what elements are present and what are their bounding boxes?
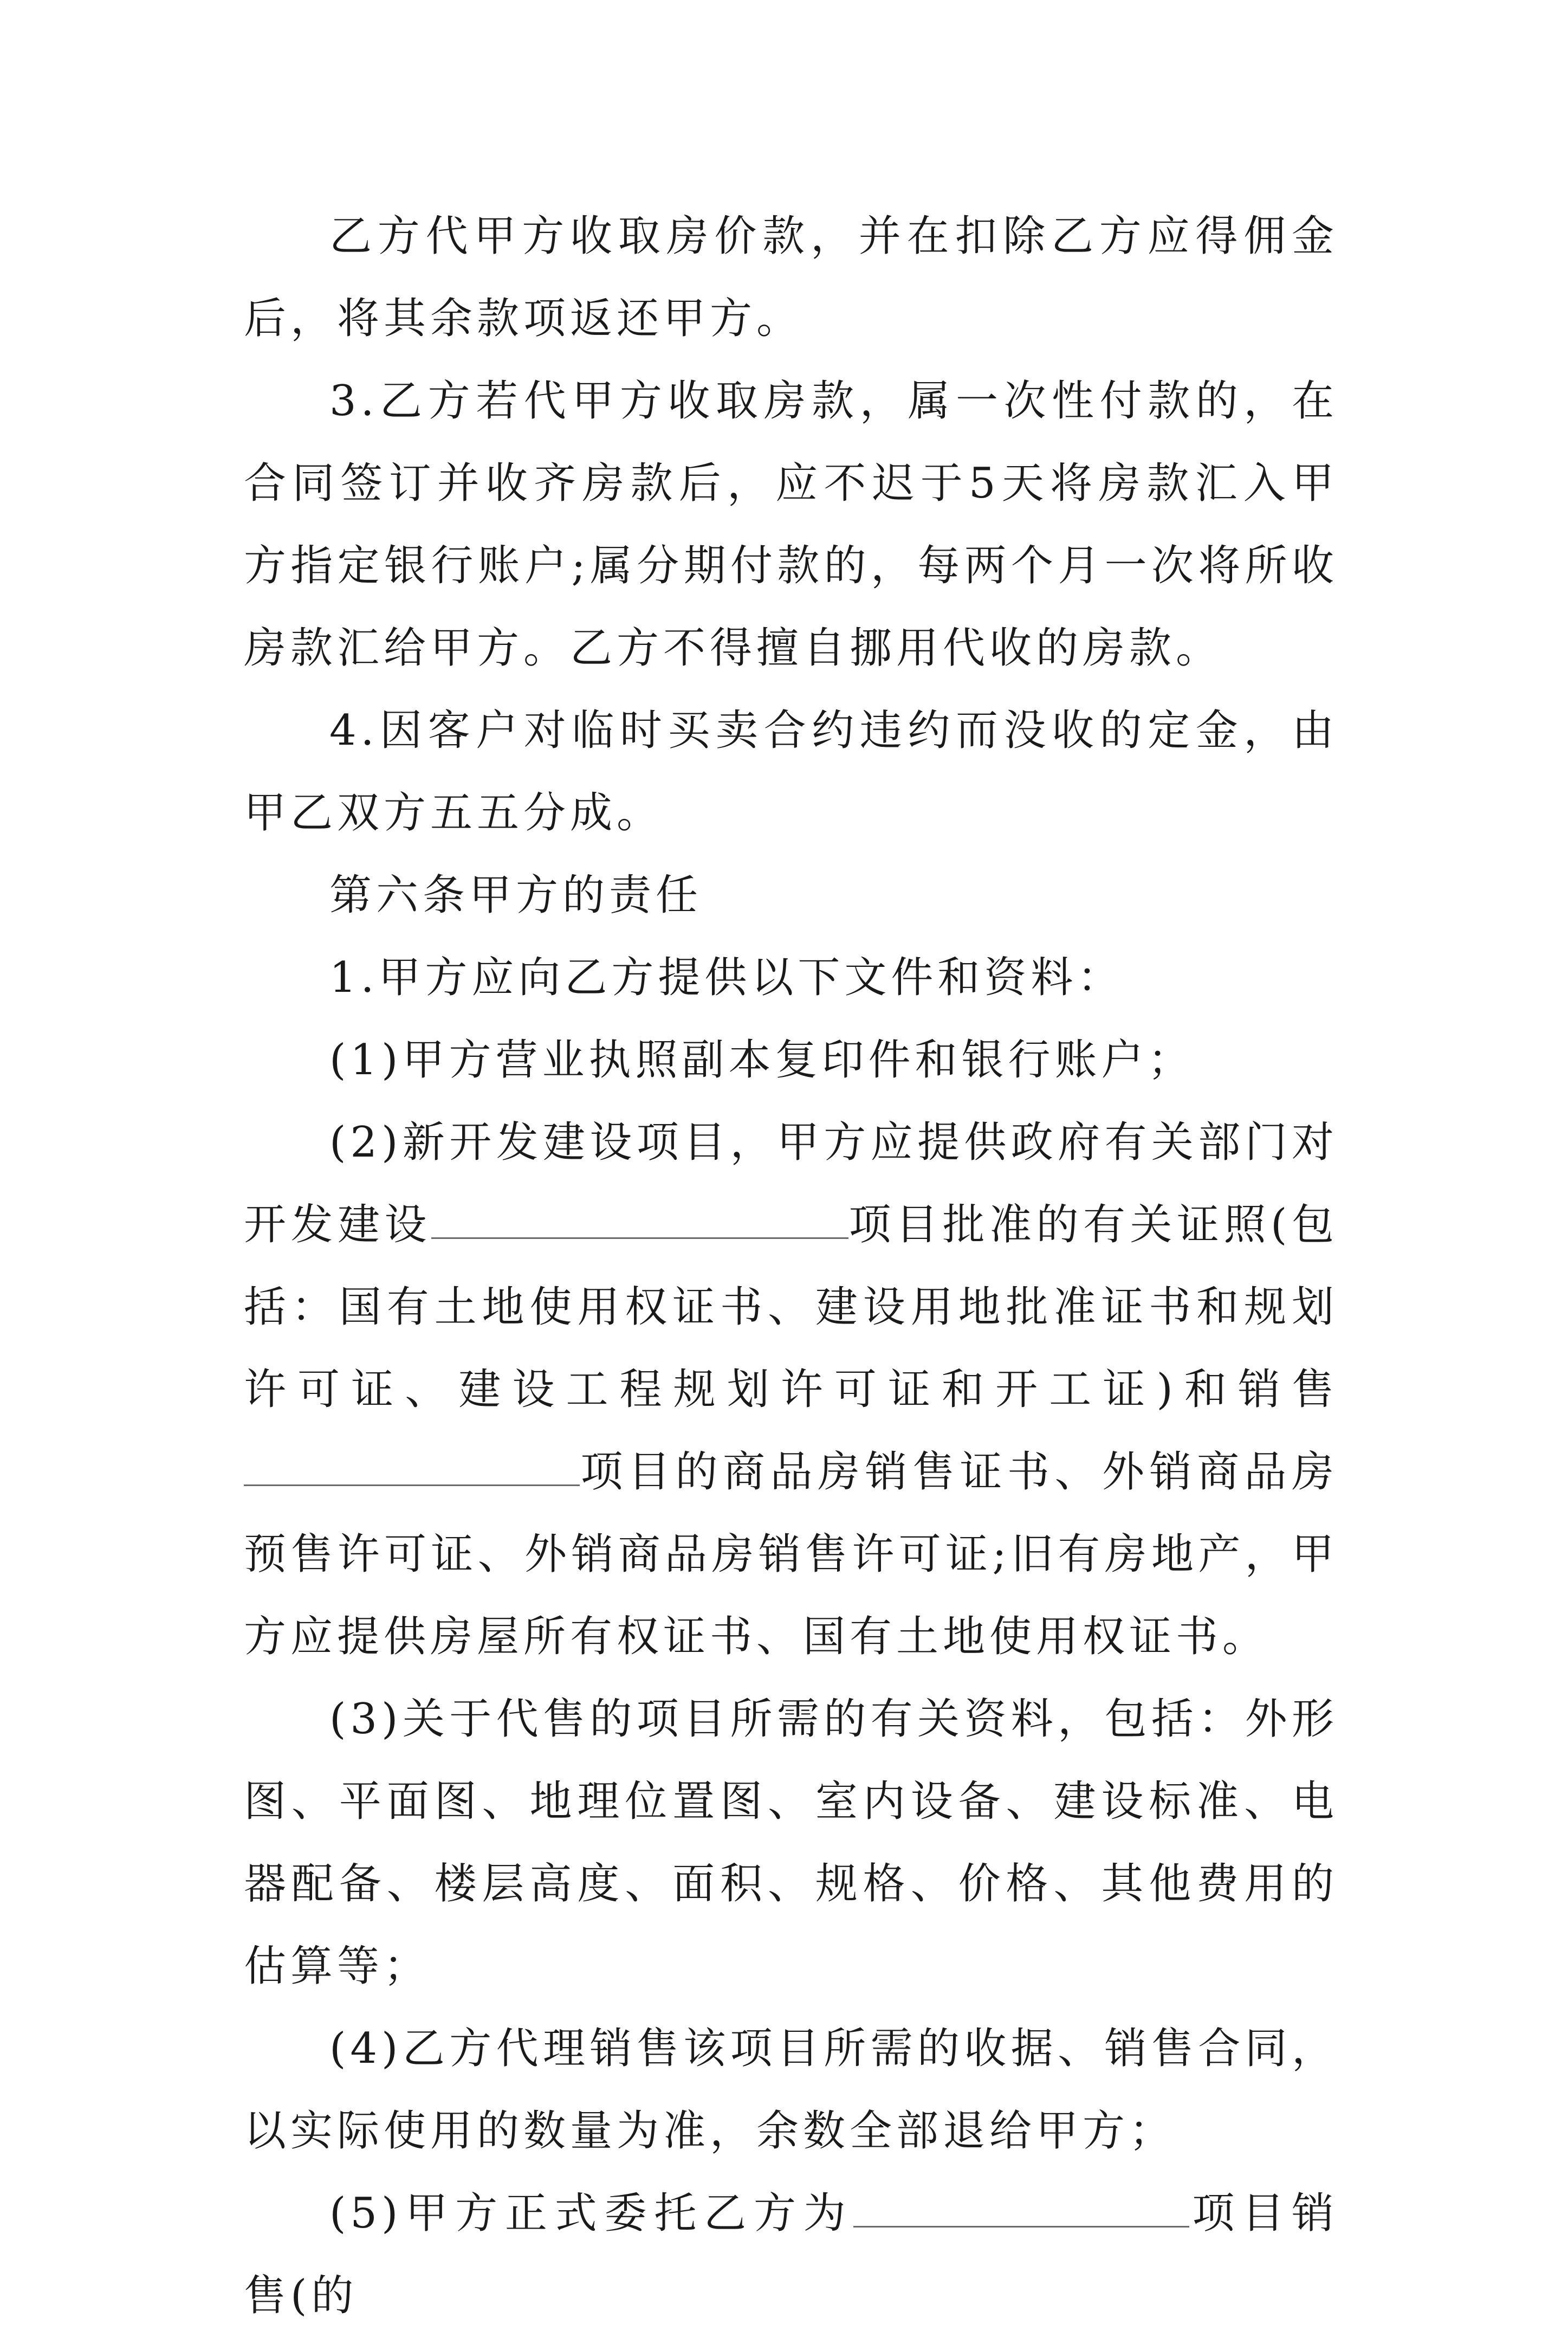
paragraph-proceeds: 乙方代甲方收取房价款，并在扣除乙方应得佣金后，将其余款项返还甲方。 <box>244 212 1338 343</box>
paragraph-subitem-3: (3)关于代售的项目所需的有关资料，包括：外形图、平面图、地理位置图、室内设备、建设标准、电器配备、楼层高度、面积、规格、价格、其他费用的估算等； <box>244 1695 1338 1991</box>
paragraph-clause-4: 4.因客户对临时买卖合约违约而没收的定金，由甲乙双方五五分成。 <box>244 706 1338 837</box>
document-body <box>244 195 1338 2337</box>
fill-in-blank <box>244 1445 580 1486</box>
subitem-2-text-part2: 项目批准的有关证照(包括：国有土地使用权证书、建设用地批准证书和规划许可证、建设工程规划许可证和开工证)和销售 <box>244 1200 1338 1414</box>
paragraph-subitem-4: (4)乙方代理销售该项目所需的收据、销售合同，以实际使用的数量为准，余数全部退给甲方； <box>244 2024 1338 2155</box>
fill-in-blank <box>853 2187 1189 2228</box>
paragraph-subitem-5 <box>244 2172 1338 2337</box>
paragraph-item-1: 1.甲方应向乙方提供以下文件和资料： <box>329 953 1124 1002</box>
fill-in-blank <box>431 1198 848 1239</box>
subitem-5-text-part2: 项目销售(的 <box>244 2189 1338 2320</box>
subitem-2-text-part1: (2)新开发建设项目，甲方应提供政府有关部门对开发建设 <box>244 1118 1338 1249</box>
paragraph-clause-3: 3.乙方若代甲方收取房款，属一次性付款的，在合同签订并收齐房款后，应不迟于5天将房款汇入甲方指定银行账户;属分期付款的，每两个月一次将所收房款汇给甲方。乙方不得擅自挪用代收的房款。 <box>244 377 1338 673</box>
subitem-2-text-part3: 项目的商品房销售证书、外销商品房预售许可证、外销商品房销售许可证;旧有房地产，甲方应提供房屋所有权证书、国有土地使用权证书。 <box>244 1448 1338 1661</box>
subitem-5-text-part1: (5)甲方正式委托乙方为 <box>329 2189 853 2238</box>
section-heading-article-6: 第六条甲方的责任 <box>329 871 703 920</box>
paragraph-subitem-1: (1)甲方营业执照副本复印件和银行账户； <box>329 1036 1195 1084</box>
paragraph-subitem-2 <box>244 1101 1338 1678</box>
